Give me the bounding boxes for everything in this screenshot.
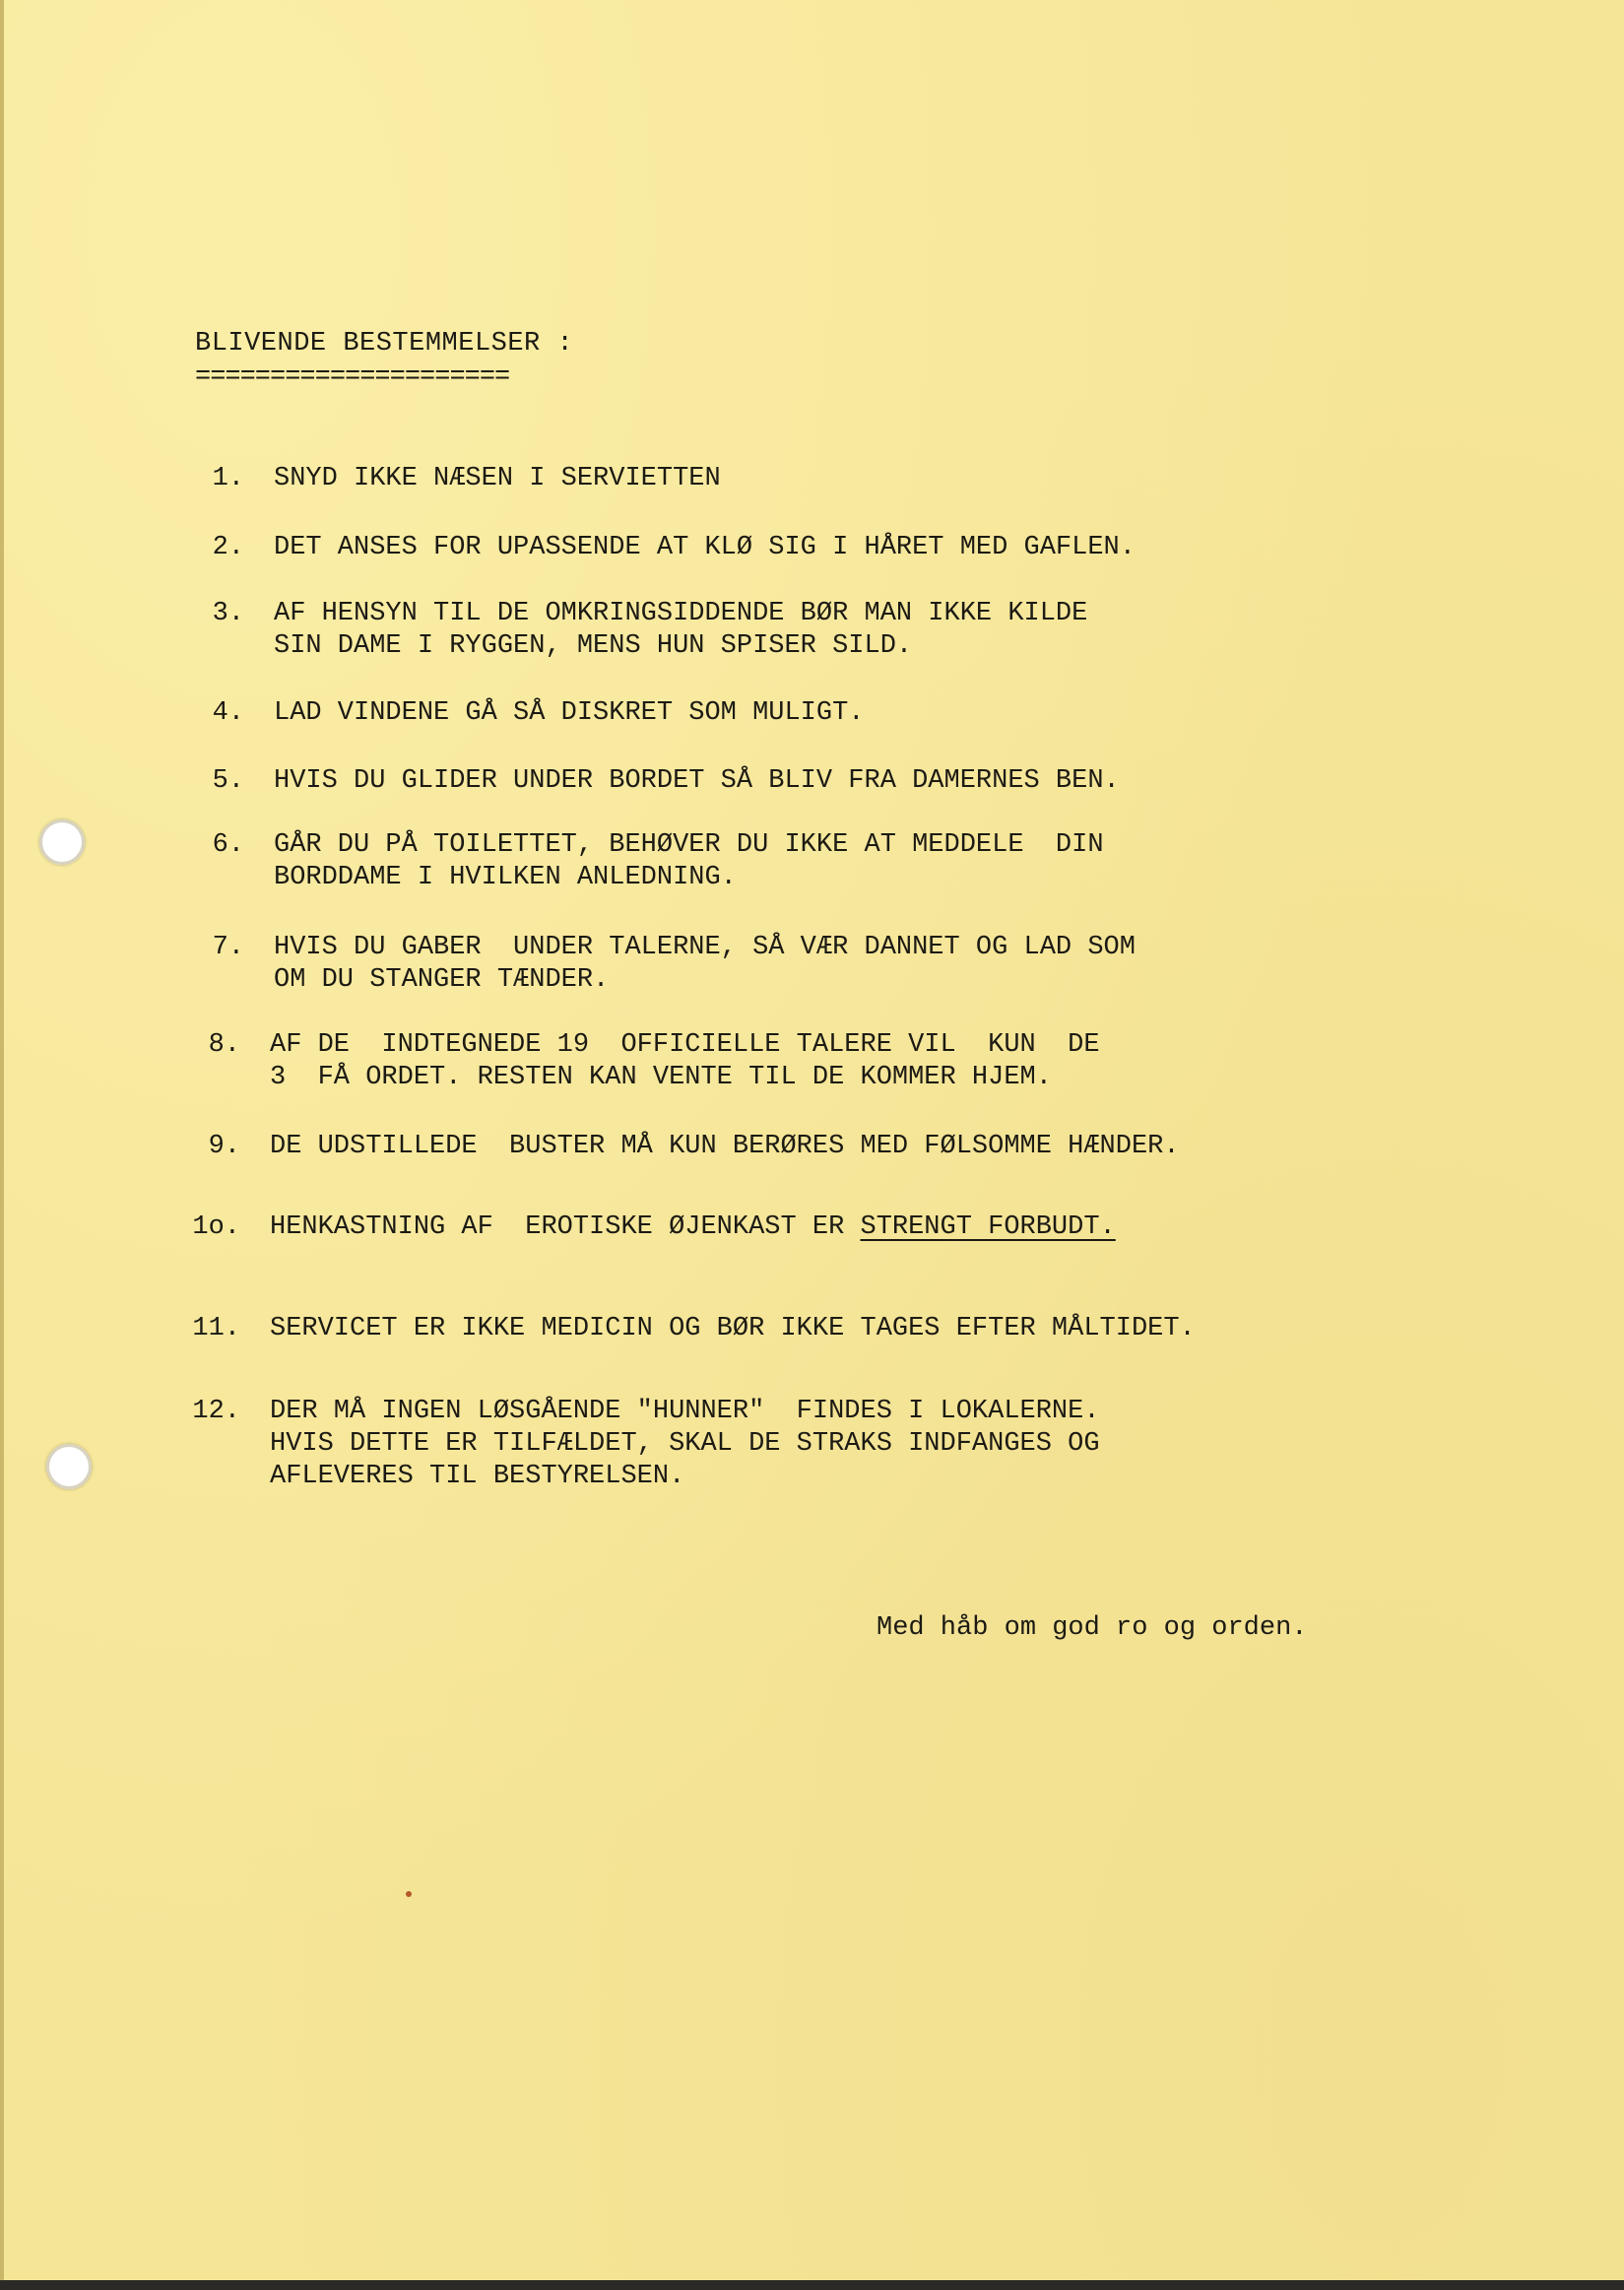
rule-number: 3. [212,599,244,628]
rule-number: 5. [212,766,244,796]
rule-text: LAD VINDENE GÅ SÅ DISKRET SOM MULIGT. [274,698,865,728]
rule-text-line-3: AFLEVERES TIL BESTYRELSEN. [270,1462,685,1491]
paper-speck [406,1891,412,1897]
rule-number: 6. [212,830,244,860]
rule-text-line-2: BORDDAME I HVILKEN ANLEDNING. [274,863,737,892]
document-heading: BLIVENDE BESTEMMELSER : [195,329,574,359]
rule-text [270,1211,1116,1244]
closing-signoff: Med håb om god ro og orden. [877,1613,1308,1643]
rule-text-line-1: AF HENSYN TIL DE OMKRINGSIDDENDE BØR MAN IKKE KILDE [274,599,1088,628]
rule-number: 11. [192,1314,240,1343]
punch-hole-lower [46,1444,92,1489]
punch-hole-upper [39,819,85,865]
rule-number: 1. [212,464,244,493]
rule-number: 12. [192,1397,240,1426]
rule-text-line-2: SIN DAME I RYGGEN, MENS HUN SPISER SILD. [274,631,913,661]
rule-number: 1o. [192,1212,240,1242]
rule-text-line-2: 3 FÅ ORDET. RESTEN KAN VENTE TIL DE KOMMER HJEM. [270,1063,1052,1092]
rule-number: 9. [208,1132,240,1161]
rule-item-12 [169,1396,1100,1558]
underlined-emphasis: STRENGT FORBUDT. [860,1212,1116,1242]
rule-number: 2. [212,533,244,562]
rule-text-line-1: GÅR DU PÅ TOILETTET, BEHØVER DU IKKE AT MEDDELE DIN [274,830,1104,860]
heading-underline-rule: ===================== [195,362,510,392]
rule-number: 7. [212,933,244,962]
rule-text-line-1: DER MÅ INGEN LØSGÅENDE "HUNNER" FINDES I LOKALERNE. [270,1397,1100,1426]
scan-bottom-border [0,2280,1624,2290]
rule-text: DET ANSES FOR UPASSENDE AT KLØ SIG I HÅRET MED GAFLEN. [274,533,1136,562]
rule-number: 4. [212,698,244,728]
rule-text: HVIS DU GLIDER UNDER BORDET SÅ BLIV FRA DAMERNES BEN. [274,766,1120,796]
sheet-left-edge [0,0,4,2290]
rule-text: SNYD IKKE NÆSEN I SERVIETTEN [274,464,721,493]
rule-text: SERVICET ER IKKE MEDICIN OG BØR IKKE TAGES EFTER MÅLTIDET. [270,1314,1196,1343]
rule-number: 8. [208,1030,240,1060]
rule-text-line-1: HVIS DU GABER UNDER TALERNE, SÅ VÆR DANNET OG LAD SOM [274,933,1136,962]
rule-item-10 [169,1211,1116,1309]
rule-text-line-2: HVIS DETTE ER TILFÆLDET, SKAL DE STRAKS INDFANGES OG [270,1429,1100,1459]
rule-text-line-2: OM DU STANGER TÆNDER. [274,965,610,995]
rule-text-lead: HENKASTNING AF EROTISKE ØJENKAST ER [270,1212,861,1242]
rule-text-line-1: AF DE INDTEGNEDE 19 OFFICIELLE TALERE VIL KUN DE [270,1030,1100,1060]
rule-text: DE UDSTILLEDE BUSTER MÅ KUN BERØRES MED FØLSOMME HÆNDER. [270,1132,1180,1161]
